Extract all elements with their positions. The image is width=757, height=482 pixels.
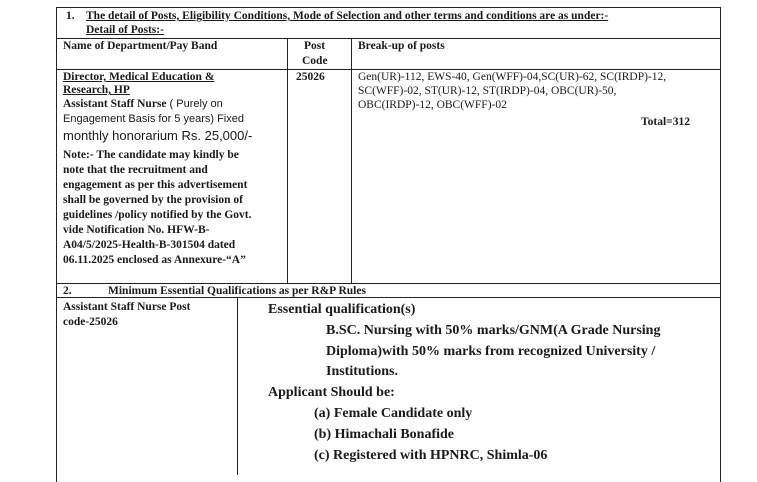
note-line: guidelines /policy notified by the Govt.	[63, 209, 252, 221]
post-name: Assistant Staff Nurse	[63, 98, 167, 110]
applicant-condition: (b) Himachali Bonafide	[314, 427, 455, 442]
table-border-left	[56, 7, 57, 482]
note-line: 06.11.2025 enclosed as Annexure-“A”	[63, 254, 246, 266]
table-border-right	[720, 7, 721, 482]
header-row-top	[56, 38, 721, 39]
note-line: A04/5/2025-Health-B-301504 dated	[63, 239, 236, 251]
note-line: shall be governed by the provision of	[63, 194, 243, 206]
table-border-top	[56, 7, 721, 8]
note-line: Note:- The candidate may kindly be	[63, 149, 239, 161]
applicant-condition: (c) Registered with HPNRC, Shimla-06	[314, 448, 548, 463]
applicant-condition: (a) Female Candidate only	[314, 406, 473, 421]
column-header-post: Post	[304, 40, 326, 52]
applicant-title: Applicant Should be:	[268, 385, 395, 400]
qualification-line: B.SC. Nursing with 50% marks/GNM(A Grade Nursing	[326, 323, 661, 338]
note-line: vide Notification No. HFW-B-	[63, 224, 210, 236]
header-row-bottom	[56, 69, 721, 70]
essential-qualification-title: Essential qualification(s)	[268, 302, 416, 317]
section2-heading: Minimum Essential Qualifications as per R&P Rules	[108, 285, 366, 297]
breakup-line: Gen(UR)-112, EWS-40, Gen(WFF)-04,SC(UR)-62, SC(IRDP)-12,	[358, 71, 667, 83]
qualification-post-code: code-25026	[63, 316, 118, 328]
post-code: 25026	[296, 71, 325, 83]
section2-top	[56, 283, 721, 284]
note-line: note that the recruitment and	[63, 164, 208, 176]
section1-heading: The detail of Posts, Eligibility Conditions, Mode of Selection and other terms and conditions are as under:-	[86, 10, 609, 22]
col-divider-1	[287, 38, 288, 284]
section1-subheading: Detail of Posts:-	[86, 24, 164, 36]
section2-number: 2.	[63, 285, 72, 297]
post-description-line1	[63, 98, 223, 111]
post-description-line2: Engagement Basis for 5 years) Fixed	[63, 113, 244, 125]
post-basis: ( Purely on	[166, 98, 223, 110]
breakup-line: SC(WFF)-02, ST(UR)-12, ST(IRDP)-04, OBC(UR)-50,	[358, 85, 617, 97]
column-header-department: Name of Department/Pay Band	[63, 40, 218, 52]
col-divider-2	[351, 38, 352, 284]
qualification-line: Diploma)with 50% marks from recognized University /	[326, 344, 656, 359]
qualification-line: Institutions.	[326, 364, 398, 379]
section1-number: 1.	[66, 10, 75, 22]
column-header-breakup: Break-up of posts	[358, 40, 445, 52]
note-line: engagement as per this advertisement	[63, 179, 248, 191]
post-honorarium: monthly honorarium Rs. 25,000/-	[63, 128, 253, 143]
column-header-code: Code	[302, 55, 328, 67]
breakup-total: Total=312	[641, 116, 690, 128]
qualification-post-name: Assistant Staff Nurse Post	[63, 301, 191, 313]
breakup-line: OBC(IRDP)-12, OBC(WFF)-02	[358, 99, 507, 111]
department-name: Director, Medical Education &	[63, 71, 215, 83]
department-name-cont: Research, HP	[63, 84, 130, 96]
section2-col-divider	[237, 297, 238, 475]
